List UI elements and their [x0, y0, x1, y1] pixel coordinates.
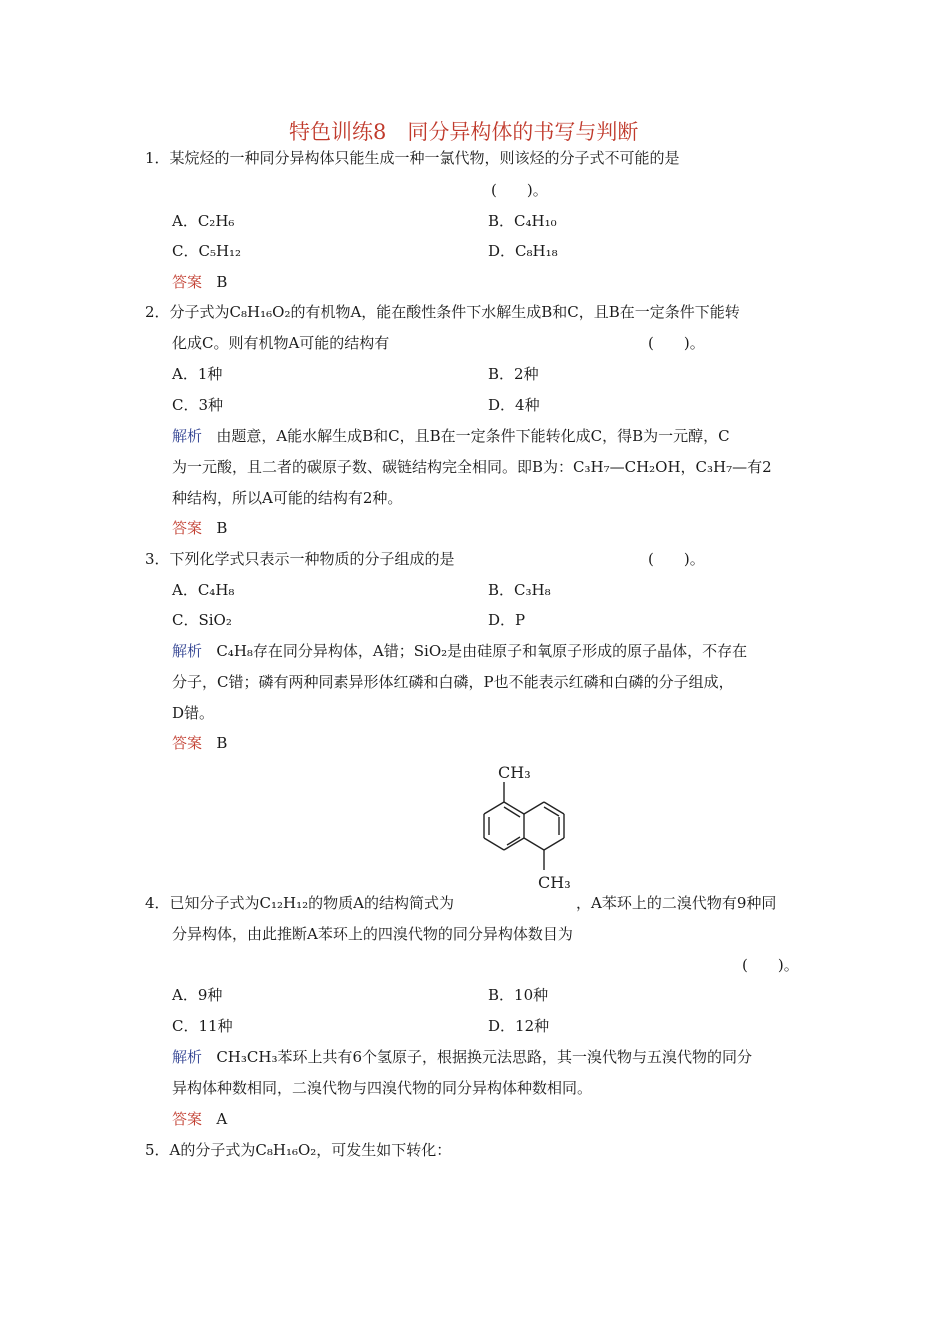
q2-analysis-line3: 种结构，所以A可能的结构有2种。	[172, 489, 403, 507]
bond	[524, 802, 544, 814]
bond	[524, 838, 544, 850]
answer-label: 答案	[172, 273, 203, 291]
q3-option-b: B．C₃H₈	[488, 581, 551, 599]
q1-option-a: A．C₂H₆	[172, 212, 235, 230]
analysis-label: 解析	[172, 642, 203, 660]
q1-option-c: C．C₅H₁₂	[172, 242, 242, 260]
q4-analysis-line1: 解析 CH₃CH₃苯环上共有6个氢原子，根据换元法思路，其一溴代物与五溴代物的同分	[172, 1048, 753, 1066]
answer-value: B	[216, 734, 228, 752]
q4-option-c: C．11种	[172, 1017, 233, 1035]
q4-answer-paren: ( )。	[742, 956, 799, 974]
q2-option-a: A．1种	[172, 365, 223, 383]
bond	[504, 802, 524, 814]
q4-option-b: B．10种	[488, 986, 549, 1004]
q4-stem-line1b: ，A苯环上的二溴代物有9种同	[576, 894, 777, 912]
bond	[484, 802, 504, 814]
dimethylnaphthalene-structure	[470, 760, 590, 920]
q1-answer	[172, 272, 227, 292]
q4-analysis-line2: 异构体种数相同，二溴代物与四溴代物的同分异构体种数相同。	[172, 1079, 593, 1097]
q2-analysis-line2: 为一元酸，且二者的碳原子数、碳链结构完全相同。即B为：C₃H₇—CH₂OH，C₃H₇—有2	[172, 458, 772, 476]
q2-option-b: B．2种	[488, 365, 539, 383]
bond	[544, 807, 559, 816]
q3-answer-paren: ( )。	[648, 550, 705, 568]
q3-option-a: A．C₄H₈	[172, 581, 235, 599]
bond	[504, 807, 520, 817]
q1-answer-paren: ( )。	[491, 181, 548, 199]
bond	[544, 838, 564, 850]
bond	[504, 838, 524, 850]
answer-label: 答案	[172, 1110, 203, 1128]
q2-option-d: D．4种	[488, 396, 540, 414]
q3-option-d: D．P	[488, 611, 526, 629]
q2-stem-line1: 2．分子式为C₈H₁₆O₂的有机物A，能在酸性条件下水解生成B和C，且B在一定条件下能转	[145, 303, 740, 321]
analysis-label: 解析	[172, 1048, 203, 1066]
q5-stem: 5．A的分子式为C₈H₁₆O₂，可发生如下转化：	[145, 1141, 452, 1159]
q1-option-b: B．C₄H₁₀	[488, 212, 557, 230]
q4-stem-line1a: 4．已知分子式为C₁₂H₁₂的物质A的结构简式为	[145, 894, 454, 912]
q3-analysis-line1: 解析 C₄H₈存在同分异构体，A错；SiO₂是由硅原子和氧原子形成的原子晶体，不存在	[172, 642, 748, 660]
q3-answer	[172, 733, 227, 753]
q4-answer	[172, 1109, 227, 1129]
q3-analysis-line3: D错。	[172, 704, 215, 722]
q4-stem-line2: 分异构体，由此推断A苯环上的四溴代物的同分异构体数目为	[172, 925, 573, 943]
q3-option-c: C．SiO₂	[172, 611, 232, 629]
q3-analysis-line2: 分子，C错；磷有两种同素异形体红磷和白磷，P也不能表示红磷和白磷的分子组成，	[172, 673, 734, 691]
methyl-label-top: CH₃	[498, 763, 531, 782]
methyl-label-bottom: CH₃	[538, 873, 571, 892]
q4-option-a: A．9种	[172, 986, 223, 1004]
q2-analysis-line1: 解析 由题意，A能水解生成B和C，且B在一定条件下能转化成C，得B为一元醇，C	[172, 427, 730, 445]
q1-stem: 1．某烷烃的一种同分异构体只能生成一种一氯代物，则该烃的分子式不可能的是	[145, 149, 680, 167]
q4-option-d: D．12种	[488, 1017, 550, 1035]
answer-label: 答案	[172, 519, 203, 537]
bond	[484, 838, 504, 850]
page-title: 特色训练8 同分异构体的书写与判断	[289, 120, 639, 144]
answer-value: B	[216, 519, 228, 537]
q2-option-c: C．3种	[172, 396, 224, 414]
analysis-label: 解析	[172, 427, 203, 445]
answer-value: A	[216, 1110, 228, 1128]
q3-stem: 3．下列化学式只表示一种物质的分子组成的是	[145, 550, 455, 568]
answer-label: 答案	[172, 734, 203, 752]
q2-answer-paren: ( )。	[648, 334, 705, 352]
q1-option-d: D．C₈H₁₈	[488, 242, 558, 260]
q2-stem-line2: 化成C。则有机物A可能的结构有	[172, 334, 390, 352]
answer-value: B	[216, 273, 228, 291]
q2-answer	[172, 518, 227, 538]
